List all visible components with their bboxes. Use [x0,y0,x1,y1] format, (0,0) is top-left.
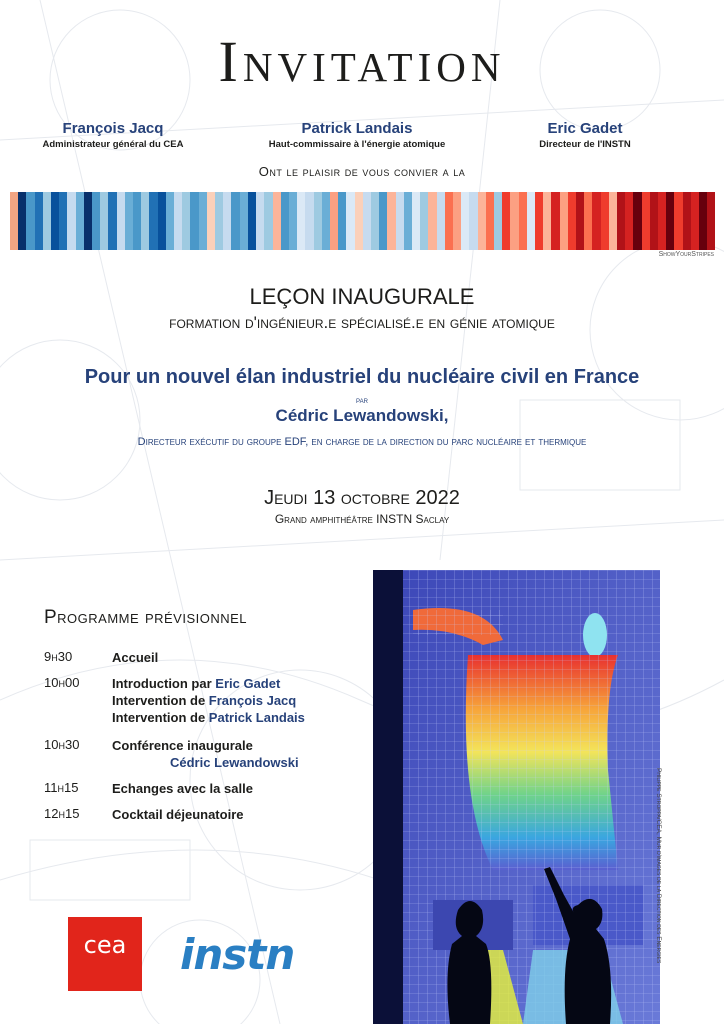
climate-stripe [535,192,543,250]
host-name: Patrick Landais [301,120,413,137]
photo-credit-text: Philippe Stroppa/CEA, Mur d'images de la Direction des Energies [655,768,662,964]
climate-stripe [560,192,568,250]
climate-stripe [338,192,346,250]
climate-stripe [51,192,59,250]
invitation-tagline: Ont le plaisir de vous convier a la [258,164,466,179]
climate-stripe [494,192,502,250]
instn-logo: instn [180,930,295,979]
climate-stripe [125,192,133,250]
climate-stripe [633,192,641,250]
programme-text: Introduction par [112,676,216,691]
visualization-wall-photo [373,570,660,1024]
climate-stripe [683,192,691,250]
climate-stripe [371,192,379,250]
programme-text: Conférence inaugurale [112,738,253,753]
programme-person: Eric Gadet [215,676,281,691]
climate-stripe [231,192,239,250]
climate-stripe [486,192,494,250]
host-role: Administrateur général du CEA [42,139,184,150]
climate-stripe [100,192,108,250]
cea-logo [68,917,142,991]
climate-stripe [601,192,609,250]
programme-text: Intervention de [112,710,209,725]
speaker-role: Directeur exécutif du groupe EDF, en charge de la direction du parc nucléaire et thermique [137,436,587,448]
programme-person: Cédric Lewandowski [170,755,299,770]
climate-stripe [363,192,371,250]
programme-text: Cocktail déjeunatoire [112,807,244,822]
climate-stripe [666,192,674,250]
climate-stripe [650,192,658,250]
climate-stripe [35,192,43,250]
event-venue: Grand amphithéâtre INSTN Saclay [274,512,450,526]
invitation-title: Invitation [218,29,506,94]
climate-stripe [289,192,297,250]
climate-stripe [437,192,445,250]
climate-stripe [240,192,248,250]
climate-stripe [297,192,305,250]
climate-stripe [355,192,363,250]
climate-stripe [461,192,469,250]
climate-stripe [223,192,231,250]
climate-stripe [264,192,272,250]
climate-stripe [707,192,715,250]
programme-time: 12h15 [44,806,80,821]
climate-stripe [207,192,215,250]
climate-stripe [445,192,453,250]
climate-stripe [67,192,75,250]
climate-stripe [346,192,354,250]
climate-stripe [510,192,518,250]
climate-stripe [576,192,584,250]
climate-stripe [592,192,600,250]
programme-description [112,806,243,823]
climate-stripe [273,192,281,250]
climate-stripe [76,192,84,250]
photo-credit [652,768,664,1024]
climate-stripe [527,192,535,250]
climate-stripe [10,192,18,250]
climate-stripe [18,192,26,250]
host-role: Directeur de l'INSTN [539,139,631,150]
programme-person: François Jacq [208,693,297,708]
climate-stripe [412,192,420,250]
programme-text: Echanges avec la salle [112,781,253,796]
climate-stripe [584,192,592,250]
climate-stripe [141,192,149,250]
host-patrick-landais [240,120,474,150]
climate-stripe [248,192,256,250]
climate-stripe [642,192,650,250]
climate-stripe [281,192,289,250]
climate-stripe [84,192,92,250]
climate-stripe [674,192,682,250]
programme-description [112,737,299,771]
climate-stripe [691,192,699,250]
climate-stripe [190,192,198,250]
climate-stripe [215,192,223,250]
climate-stripe [609,192,617,250]
climate-stripe [699,192,707,250]
climate-stripe [658,192,666,250]
climate-stripe [26,192,34,250]
climate-stripe [502,192,510,250]
by-label: par [356,395,368,405]
climate-stripe [469,192,477,250]
climate-stripe [199,192,207,250]
speaker-name: Cédric Lewandowski, [275,406,449,425]
climate-stripe [379,192,387,250]
climate-stripe [404,192,412,250]
climate-stripe [396,192,404,250]
programme-time: 10h00 [44,675,80,690]
climate-stripe [158,192,166,250]
stripes-credit: ShowYourStripes [658,251,714,258]
climate-stripe [92,192,100,250]
climate-stripe [568,192,576,250]
climate-stripe [551,192,559,250]
climate-stripe [182,192,190,250]
programme-description [112,675,305,726]
programme-time: 11h15 [44,780,79,795]
climate-stripe [625,192,633,250]
cea-logo-text: cea [83,931,127,959]
climate-stripe [428,192,436,250]
climate-stripe [305,192,313,250]
formation-subtitle: formation d'ingénieur.e spécialisé.e en génie atomique [169,313,555,332]
climate-stripe [478,192,486,250]
programme-time: 9h30 [44,649,73,664]
programme-person: Patrick Landais [208,710,305,725]
programme-text: Accueil [112,650,159,665]
programme-title: Programme prévisionnel [44,607,248,628]
climate-stripe [322,192,330,250]
climate-stripe [420,192,428,250]
host-role: Haut-commissaire à l'énergie atomique [268,139,446,150]
programme-description [112,780,253,797]
host-eric-gadet [500,120,670,150]
climate-stripe [59,192,67,250]
climate-stripe [174,192,182,250]
climate-stripe [256,192,264,250]
climate-stripe [133,192,141,250]
host-name: Eric Gadet [547,120,623,137]
host-francois-jacq [28,120,198,150]
climate-stripe [617,192,625,250]
climate-stripe [543,192,551,250]
climate-stripe [314,192,322,250]
talk-title: Pour un nouvel élan industriel du nucléaire civil en France [84,366,640,388]
climate-stripe [43,192,51,250]
programme-description [112,649,158,666]
climate-stripe [149,192,157,250]
programme-time: 10h30 [44,737,80,752]
climate-stripe [387,192,395,250]
climate-stripe [166,192,174,250]
programme-text: Intervention de [112,693,209,708]
climate-stripe [117,192,125,250]
climate-stripes-banner [10,192,716,250]
climate-stripe [519,192,527,250]
lecture-label: LEÇON INAUGURALE [249,284,475,309]
climate-stripe [108,192,116,250]
host-name: François Jacq [62,120,164,137]
climate-stripe [453,192,461,250]
climate-stripe [330,192,338,250]
event-date: Jeudi 13 octobre 2022 [264,487,460,509]
